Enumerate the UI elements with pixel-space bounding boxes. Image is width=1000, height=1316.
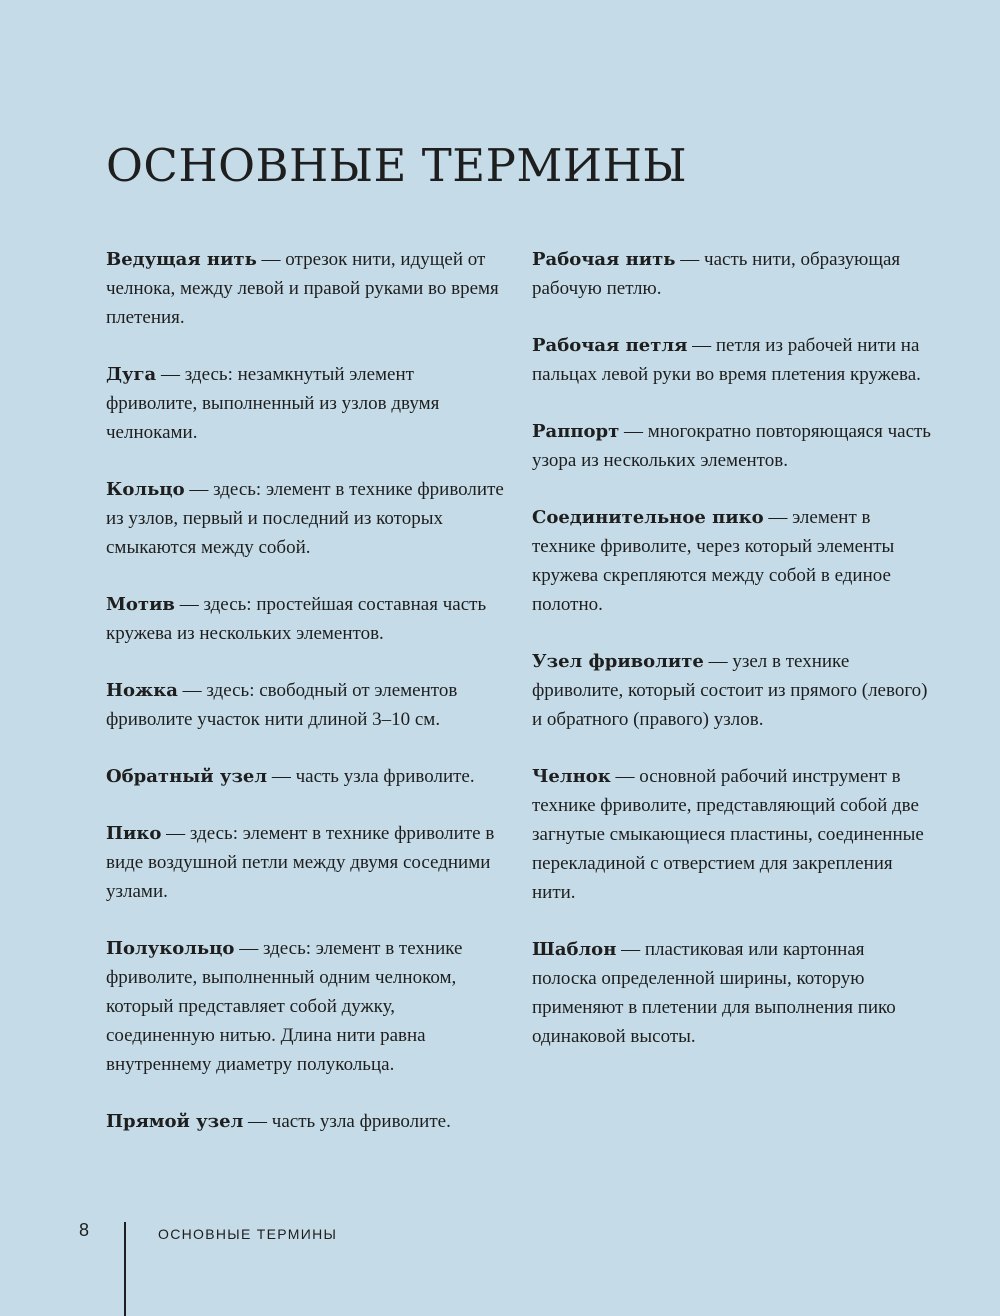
glossary-definition: — здесь: элемент в технике фриволите из узлов, первый и последний из которых смыкаются между собой. — [106, 479, 504, 558]
glossary-definition: — часть узла фриволите. — [243, 1111, 451, 1132]
glossary-definition: — многократно повторяющаяся часть узора из нескольких элементов. — [532, 421, 931, 471]
glossary-definition: — здесь: незамкнутый элемент фриволите, выполненный из узлов двумя челноками. — [106, 364, 440, 443]
glossary-entry — [106, 762, 506, 791]
glossary-term: Обратный узел — [106, 766, 268, 787]
glossary-term: Шаблон — [532, 939, 617, 960]
glossary-definition: — пластиковая или картонная полоска определенной ширины, которую применяют в плетении для выполнения пико одинаковой высоты. — [532, 939, 896, 1047]
glossary-definition: — здесь: элемент в технике фриволите в виде воздушной петли между двумя соседними узлами. — [106, 823, 495, 902]
glossary-definition: — узел в технике фриволите, который состоит из прямого (левого) и обратного (правого) узлов. — [532, 651, 928, 730]
glossary-term: Узел фриволите — [532, 651, 704, 672]
glossary-entry — [106, 934, 506, 1079]
glossary-term: Полукольцо — [106, 938, 235, 959]
glossary-definition: — здесь: элемент в технике фриволите, выполненный одним челноком, который представляет собой дужку, соединенную нитью. Длина нити равна внутреннему диаметру полукольца. — [106, 938, 463, 1075]
glossary-entry — [532, 245, 932, 303]
glossary-entry — [106, 360, 506, 447]
running-header: ОСНОВНЫЕ ТЕРМИНЫ — [158, 1226, 338, 1242]
glossary-definition: — отрезок нити, идущей от челнока, между левой и правой руками во время плетения. — [106, 249, 499, 328]
glossary-entry — [532, 647, 932, 734]
glossary-term: Челнок — [532, 766, 611, 787]
glossary-term: Кольцо — [106, 479, 185, 500]
glossary-definition: — здесь: свободный от элементов фриволите участок нити длиной 3–10 см. — [106, 680, 458, 730]
glossary-entry — [532, 503, 932, 619]
glossary-term: Раппорт — [532, 421, 620, 442]
glossary-definition: — петля из рабочей нити на пальцах левой руки во время плетения кружева. — [532, 335, 921, 385]
glossary-entry — [532, 331, 932, 389]
glossary-definition: — здесь: простейшая составная часть кружева из нескольких элементов. — [106, 594, 487, 644]
glossary-term: Соединительное пико — [532, 507, 764, 528]
footer-divider — [124, 1222, 126, 1316]
glossary-term: Ножка — [106, 680, 178, 701]
glossary-entry — [106, 475, 506, 562]
glossary-entry — [532, 762, 932, 907]
glossary-term: Мотив — [106, 594, 175, 615]
glossary-term: Дуга — [106, 364, 157, 385]
glossary-term: Ведущая нить — [106, 249, 257, 270]
glossary-definition: — часть узла фриволите. — [267, 766, 475, 787]
glossary-entry — [106, 245, 506, 332]
glossary-definition: — элемент в технике фриволите, через который элементы кружева скрепляются между собой в единое полотно. — [532, 507, 895, 615]
page-number: 8 — [79, 1220, 90, 1240]
glossary-term: Рабочая петля — [532, 335, 688, 356]
glossary-entry — [106, 676, 506, 734]
glossary-entry — [106, 590, 506, 648]
glossary-entry — [532, 935, 932, 1051]
glossary-definition: — часть нити, образующая рабочую петлю. — [532, 249, 901, 299]
glossary-left-column — [106, 245, 506, 1136]
glossary-term: Пико — [106, 823, 162, 844]
glossary-term: Рабочая нить — [532, 249, 676, 270]
glossary-entry — [532, 417, 932, 475]
page-title: ОСНОВНЫЕ ТЕРМИНЫ — [106, 139, 688, 192]
glossary-term: Прямой узел — [106, 1111, 244, 1132]
glossary-right-column — [532, 245, 932, 1051]
glossary-entry — [106, 819, 506, 906]
glossary-entry — [106, 1107, 506, 1136]
glossary-definition: — основной рабочий инструмент в технике фриволите, представляющий собой две загнутые смыкающиеся пластины, соединенные перекладиной с отверстием для закрепления нити. — [532, 766, 924, 903]
